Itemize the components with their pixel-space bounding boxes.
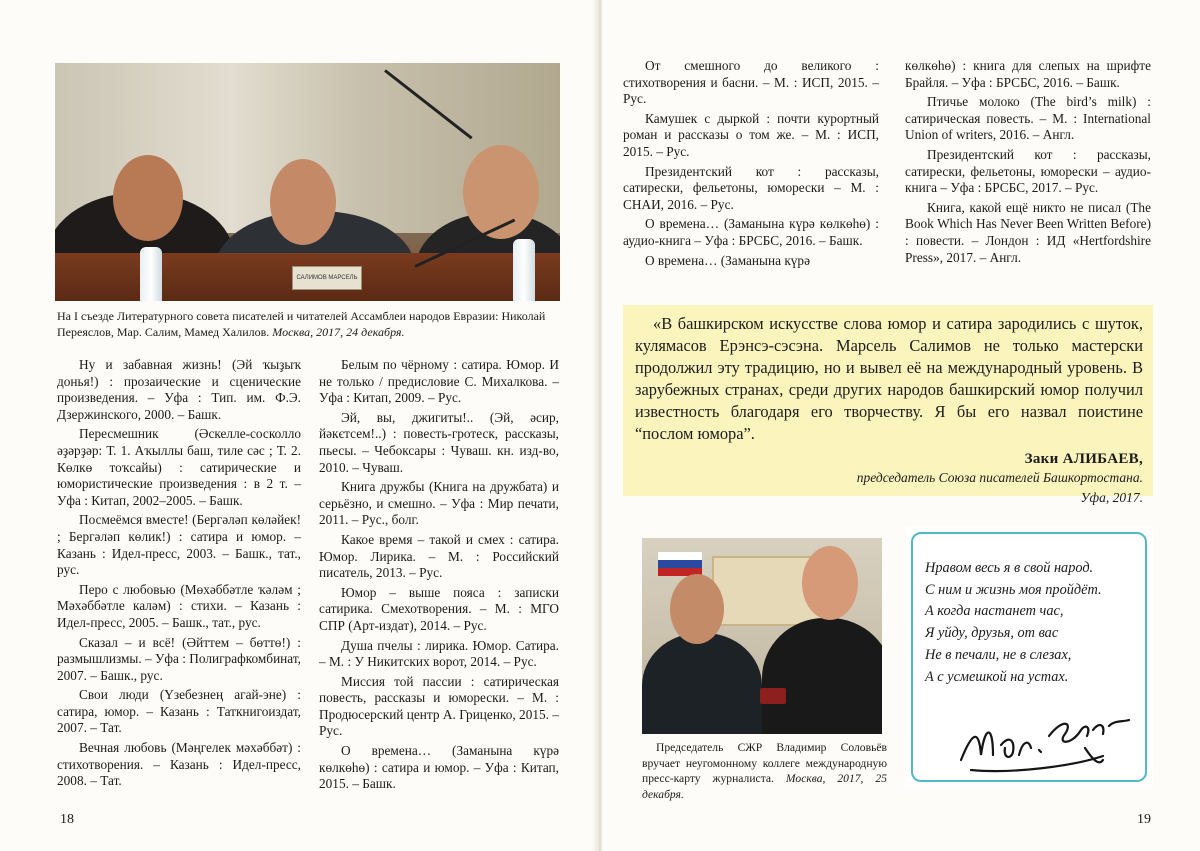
photo-caption-bottom [642,740,887,802]
bibliography-column-3 [623,58,879,272]
bibliography-entry: О времена… (Заманына күрә көлкөһө) : сатира и юмор. – Уфа : Китап, 2015. – Башк. [319,743,559,792]
poem-line: Нравом весь я в свой народ. [925,560,1094,576]
quote-place-date: Уфа, 2017. [1080,490,1143,505]
bibliography-entry: О времена… (Заманына күрә көлкөһө) : аудио-книга – Уфа : БРСБС, 2016. – Башк. [623,216,879,248]
bibliography-entry: Эй, вы, джигиты!.. (Эй, әсир, йәкєтсем!..) : повесть-гротеск, рассказы, пьесы. – Чебоксары : Чуваш. кн. изд-во, 2010. – Чуваш. [319,409,559,475]
bibliography-entry: Перо с любовью (Мөхәббәтле ҡәләм ; Мәхәббәтле каләм) : стихи. – Казань : Идел-пресс, 2005. – Башк., тат., рус. [57,581,301,630]
left-page [0,0,598,851]
right-page [602,0,1200,851]
bibliography-entry: көлкөһө) : книга для слепых на шрифте Брайля. – Уфа : БРСБС, 2016. – Башк. [905,58,1151,90]
poem-line: Я уйду, друзья, от вас [925,625,1059,642]
poem [925,558,1140,688]
quote-author: Заки АЛИБАЕВ, [1024,451,1143,467]
person-left-head [113,155,183,241]
bibliography-entry: Пересмешник (Әскелле-сосколло әҙәрҙәр: Т. 1. Аҡыллы баш, тиле сәс ; Т. 2. Көлкө тоҡсайы) : сатирические и юмористические произведения : в 2 т. – Уфа : Китап, 2002–2005. – Башк. [57,426,301,508]
water-bottle-2 [513,239,535,301]
caption-place-date: Москва, 2017, 24 декабря. [272,325,405,339]
poem-line: А когда настанет час, [925,603,1064,620]
poem-line: С ним и жизнь моя пройдёт. [925,581,1102,598]
bibliography-entry: Вечная любовь (Мәңгелек мәхәббәт) : стихотворения. – Казань : Идел-пресс, 2008. – Тат. [57,740,301,789]
caption-text: Председатель СЖР Владимир Соловьёв вручает неугомонному коллеге международную пресс-карту журналиста. [642,741,887,785]
press-card-icon [760,688,786,704]
bibliography-entry: Президентский кот : рассказы, сатирески, фельетоны, юморески – аудио-книга – Уфа : БРСБС, 2017. – Рус. [905,146,1151,196]
bibliography-column-2 [319,357,559,796]
person-right [762,618,882,734]
page-number-left: 18 [60,812,74,827]
quote-box [623,305,1153,505]
quote-author-role: председатель Союза писателей Башкортостана. [856,470,1143,485]
bibliography-entry: Душа пчелы : лирика. Юмор. Сатира. – М. : У Никитских ворот, 2014. – Рус. [319,637,559,670]
bibliography-entry: Свои люди (Үзебезнең агай-эне) : сатира, юмор. – Казань : Таткнигоиздат, 2007. – Тат. [57,687,301,736]
bibliography-entry: Камушек с дыркой : почти курортный роман и рассказы о том же. – М. : ИСП, 2015. – Рус. [623,110,879,159]
bibliography-column-1 [57,357,301,793]
photo-caption-top [57,308,562,340]
bibliography-entry: От смешного до великого : стихотворения и басни. – М. : ИСП, 2015. – Рус. [623,58,879,107]
bibliography-entry: Белым по чёрному : сатира. Юмор. И не только / предисловие С. Михалкова. – Уфа : Китап, 2009. – Рус. [319,357,559,406]
caption-text: На I съезде Литературного совета писателей и читателей Ассамблеи народов Евразии: Николай Переяслов, Мар. Салим, Мамед Халилов. [57,309,546,339]
bibliography-entry: Книга, какой ещё никто не писал (The Book Which Has Never Been Written Before) : повести. – Лондон : ИД «Hertfordshire Press», 2017. – Англ. [905,199,1151,265]
bibliography-entry: О времена… (Заманына күрә [645,252,810,268]
nameplate: САЛИМОВ МАРСЕЛЬ [292,266,362,290]
bibliography-entry: Ну и забавная жизнь! (Эй ҡыҙыҡ донья!) : прозаические и сценические произведения. – Уфа : Тип. им. Ф.Э. Дзержинского, 2000. – Башк. [57,357,301,422]
signature-icon [953,700,1138,780]
person-center-head [270,159,336,245]
person-right-head [802,546,858,620]
bibliography-entry: Какое время – такой и смех : сатира. Юмор. Лирика. – М. : Российский писатель, 2013. – Рус. [319,531,559,581]
bibliography-column-4 [905,58,1151,269]
russian-flag-icon [658,552,702,576]
water-bottle [140,247,162,301]
bibliography-entry: Юмор – выше пояса : записки сатирика. Смехотворения. – М. : МГО СПР (Арт-издат), 2014. – Рус. [319,584,559,633]
person-left-head [670,574,724,644]
poem-line: А с усмешкой на устах. [925,668,1069,685]
person-left [642,633,762,734]
bibliography-entry: Книга дружбы (Книга на дружбата) и серьёзно, и смешно. – Уфа : Мир печати, 2011. – Рус., болг. [319,479,559,528]
bibliography-entry: Президентский кот : рассказы, сатирески, фельетоны, юморески – М. : СНАИ, 2016. – Рус. [623,163,879,212]
press-card-photo [642,538,882,734]
bibliography-entry: Птичье молоко (The bird’s milk) : сатирическая повесть. – М. : International Union of writers, 2016. – Англ. [905,94,1151,143]
poem-line: Не в печали, не в слезах, [925,646,1072,663]
page-number-right: 19 [1137,812,1151,827]
bibliography-entry: Посмеёмся вместе! (Бергәләп көләйек! ; Бергәләп көлик!) : сатира и юмор. – Казань : Идел-пресс, 2003. – Башк., тат., рус. [57,512,301,578]
bibliography-entry: Сказал – и всё! (Әйттем – бөттө!) : размышлизмы. – Уфа : Полиграфкомбинат, 2007. – Башк., рус. [57,634,301,683]
quote-text: «В башкирском искусстве слова юмор и сатира зародились с шуток, кулямасов Ерэнсэ-сэсэна. Марсель Салимов не только мастерски продолжил эту традицию, но и вывел её на международный уровень. В зарубежных странах, среди других народов башкирский юмор получил известность благодаря его творчеству. Я бы его назвал поистине “послом юмора”. [635,314,1143,443]
poem-box [905,526,1153,788]
caption-place-date: Москва, 2017, 25 декабря. [642,772,887,801]
bibliography-entry: Миссия той пассии : сатирическая повесть, рассказы и юморески. – М. : Продюсерский центр А. Гриценко, 2015. – Рус. [319,673,559,739]
